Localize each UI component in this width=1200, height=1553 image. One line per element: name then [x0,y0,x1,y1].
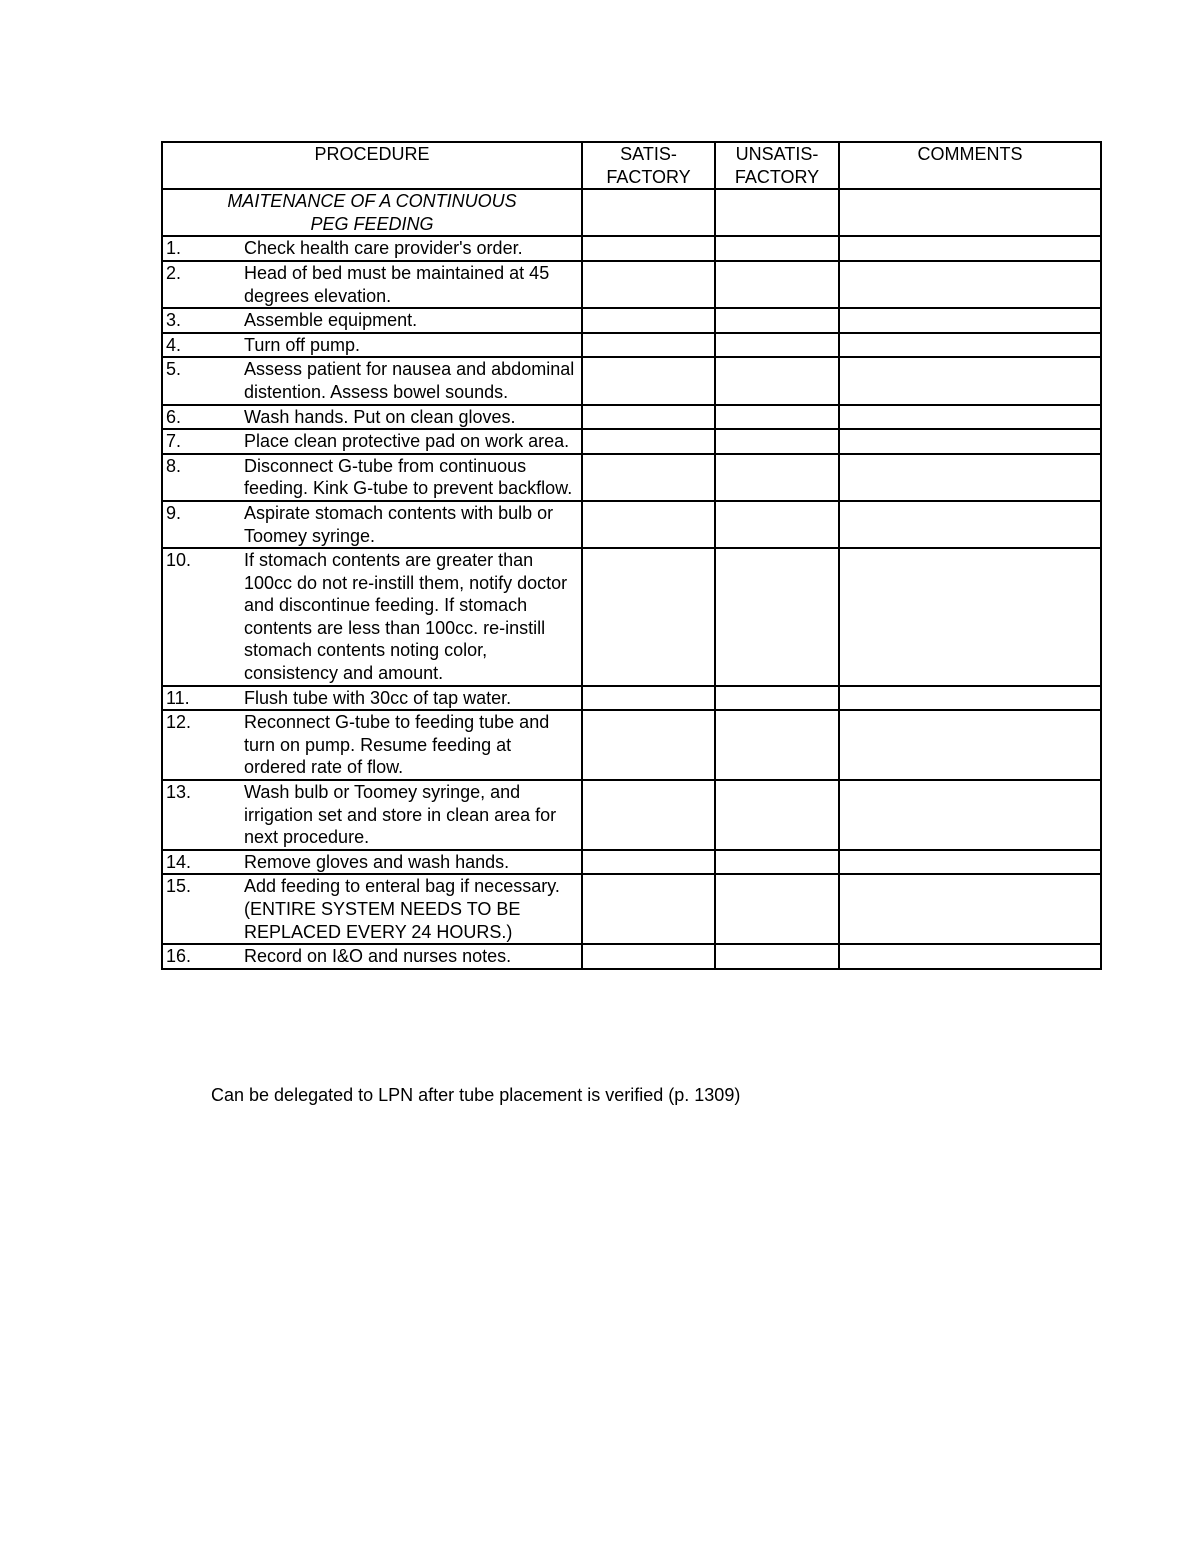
comments-cell[interactable] [839,686,1101,711]
unsatisfactory-cell[interactable] [715,261,839,308]
section-title-row [162,189,1101,236]
satisfactory-cell[interactable] [582,189,715,236]
table-row [162,944,1101,969]
table-row [162,501,1101,548]
step-number: 15. [166,876,192,897]
unsatisfactory-cell[interactable] [715,236,839,261]
satisfactory-cell[interactable] [582,710,715,780]
comments-cell[interactable] [839,454,1101,501]
step-text: Record on I&O and nurses notes. [244,946,512,967]
step-text: Reconnect G-tube to feeding tube and turn on pump. Resume feeding at ordered rate of flow. [244,712,550,778]
satisfactory-cell[interactable] [582,236,715,261]
table-row [162,850,1101,875]
step-number: 13. [166,782,192,803]
step-text: If stomach contents are greater than 100cc do not re-instill them, notify doctor and discontinue feeding. If stomach contents are less than 100cc. re-instill stomach contents noting color, consistency and amount. [244,550,568,684]
comments-cell[interactable] [839,850,1101,875]
unsatisfactory-cell[interactable] [715,686,839,711]
unsatisfactory-cell[interactable] [715,405,839,430]
step-text: Turn off pump. [244,334,361,355]
satisfactory-cell[interactable] [582,308,715,333]
unsatisfactory-cell[interactable] [715,501,839,548]
procedure-step-cell [162,874,582,944]
satisfactory-cell[interactable] [582,686,715,711]
table-row [162,686,1101,711]
procedure-step-cell [162,357,582,404]
satisfactory-cell[interactable] [582,429,715,454]
step-number: 4. [166,334,182,355]
procedure-step-cell [162,944,582,969]
step-number: 14. [166,851,192,872]
satisfactory-cell[interactable] [582,261,715,308]
header-row [162,142,1101,189]
step-text: Wash hands. Put on clean gloves. [244,406,516,427]
step-text: Head of bed must be maintained at 45 degrees elevation. [244,262,550,306]
comments-cell[interactable] [839,357,1101,404]
satisfactory-cell[interactable] [582,944,715,969]
step-number: 3. [166,310,182,331]
satisfactory-cell[interactable] [582,501,715,548]
procedure-step-cell [162,261,582,308]
table-row [162,333,1101,358]
comments-cell[interactable] [839,501,1101,548]
step-number: 1. [166,238,182,259]
unsatisfactory-cell[interactable] [715,710,839,780]
unsatisfactory-cell[interactable] [715,780,839,850]
procedure-step-cell [162,501,582,548]
comments-cell[interactable] [839,429,1101,454]
table-row [162,429,1101,454]
header-unsatisfactory: UNSATIS- FACTORY [715,142,839,189]
table-row [162,236,1101,261]
footnote: Can be delegated to LPN after tube placement is verified (p. 1309) [211,1085,741,1105]
comments-cell[interactable] [839,261,1101,308]
step-number: 12. [166,712,192,733]
satisfactory-cell[interactable] [582,874,715,944]
header-procedure: PROCEDURE [162,142,582,189]
comments-cell[interactable] [839,189,1101,236]
table-row [162,357,1101,404]
satisfactory-cell[interactable] [582,454,715,501]
step-text: Remove gloves and wash hands. [244,851,510,872]
table-row [162,780,1101,850]
procedure-step-cell [162,548,582,686]
header-satisfactory: SATIS- FACTORY [582,142,715,189]
procedure-step-cell [162,236,582,261]
step-text: Wash bulb or Toomey syringe, and irrigation set and store in clean area for next procedure. [244,782,557,848]
satisfactory-cell[interactable] [582,548,715,686]
table-row [162,454,1101,501]
satisfactory-cell[interactable] [582,405,715,430]
satisfactory-cell[interactable] [582,357,715,404]
step-number: 2. [166,262,182,283]
step-number: 6. [166,406,182,427]
procedure-step-cell [162,850,582,875]
procedure-step-cell [162,429,582,454]
unsatisfactory-cell[interactable] [715,548,839,686]
table-row [162,308,1101,333]
table-row [162,874,1101,944]
procedure-checklist-table [161,141,1102,970]
table-row [162,710,1101,780]
step-text: Assess patient for nausea and abdominal distention. Assess bowel sounds. [244,359,575,402]
satisfactory-cell[interactable] [582,850,715,875]
table-row [162,405,1101,430]
step-text: Check health care provider's order. [244,238,523,259]
unsatisfactory-cell[interactable] [715,333,839,358]
header-comments: COMMENTS [839,142,1101,189]
step-number: 7. [166,431,182,452]
step-text: Disconnect G-tube from continuous feeding. Kink G-tube to prevent backflow. [244,455,573,499]
unsatisfactory-cell[interactable] [715,357,839,404]
unsatisfactory-cell[interactable] [715,874,839,944]
procedure-step-cell [162,710,582,780]
procedure-step-cell [162,686,582,711]
step-text: Add feeding to enteral bag if necessary. (ENTIRE SYSTEM NEEDS TO BE REPLACED EVERY 24 HOURS.) [244,876,560,942]
comments-cell[interactable] [839,780,1101,850]
satisfactory-cell[interactable] [582,333,715,358]
step-text: Assemble equipment. [244,310,418,331]
procedure-step-cell [162,308,582,333]
procedure-step-cell [162,454,582,501]
comments-cell[interactable] [839,333,1101,358]
comments-cell[interactable] [839,710,1101,780]
satisfactory-cell[interactable] [582,780,715,850]
step-number: 10. [166,550,192,571]
table-row [162,261,1101,308]
step-number: 11. [166,687,190,708]
procedure-step-cell [162,780,582,850]
step-number: 16. [166,946,192,967]
unsatisfactory-cell[interactable] [715,189,839,236]
comments-cell[interactable] [839,405,1101,430]
comments-cell[interactable] [839,548,1101,686]
step-number: 5. [166,359,182,380]
step-number: 9. [166,502,182,523]
step-text: Flush tube with 30cc of tap water. [244,687,512,708]
unsatisfactory-cell[interactable] [715,850,839,875]
step-number: 8. [166,455,182,476]
table-row [162,548,1101,686]
comments-cell[interactable] [839,236,1101,261]
unsatisfactory-cell[interactable] [715,454,839,501]
section-title: MAITENANCE OF A CONTINUOUS PEG FEEDING [162,189,582,236]
unsatisfactory-cell[interactable] [715,944,839,969]
step-text: Place clean protective pad on work area. [244,431,570,452]
unsatisfactory-cell[interactable] [715,308,839,333]
step-text: Aspirate stomach contents with bulb or Toomey syringe. [244,502,554,546]
unsatisfactory-cell[interactable] [715,429,839,454]
comments-cell[interactable] [839,308,1101,333]
procedure-step-cell [162,405,582,430]
procedure-step-cell [162,333,582,358]
comments-cell[interactable] [839,874,1101,944]
comments-cell[interactable] [839,944,1101,969]
